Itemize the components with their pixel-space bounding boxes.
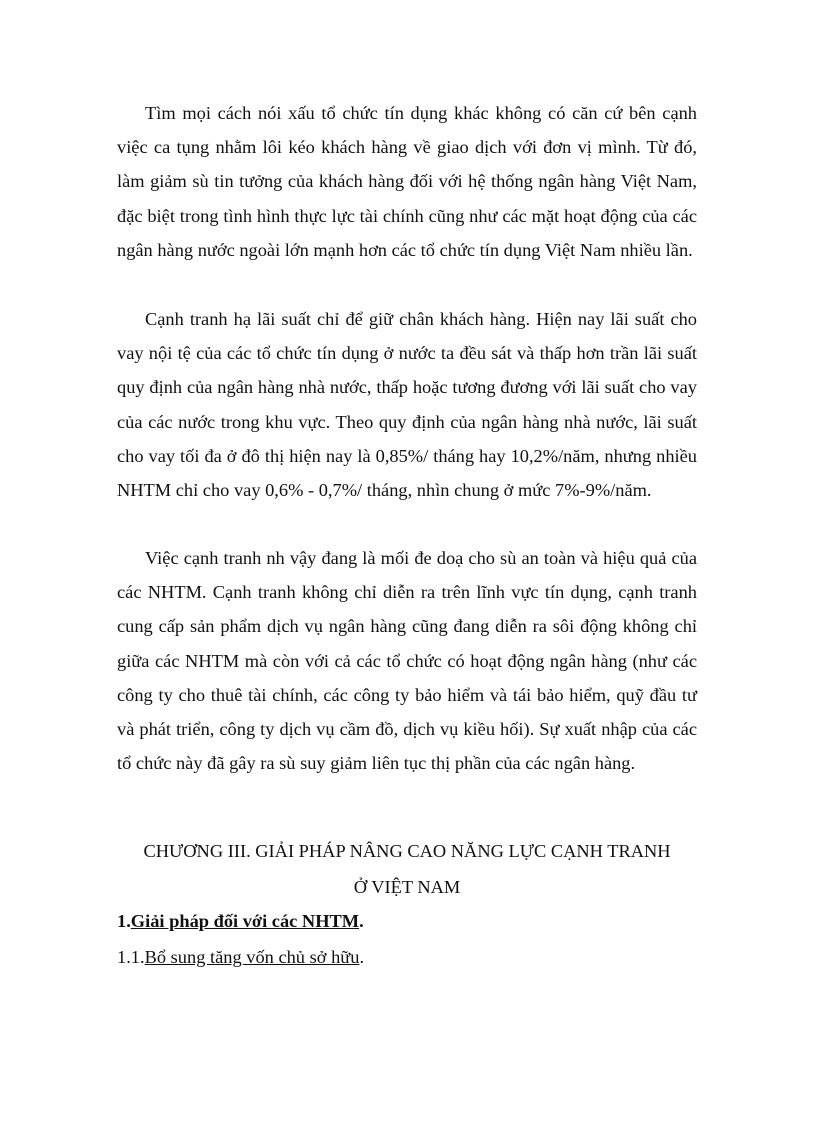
paragraph-slander-competition: Tìm mọi cách nói xấu tổ chức tín dụng khác không có căn cứ bên cạnh việc ca tụng nhằm lôi kéo khách hàng về giao dịch với đơn vị mình. Từ đó, làm giảm sù tin tưởng của khách hàng đối với hệ thống ngân hàng Việt Nam, đặc biệt trong tình hình thực lực tài chính cũng như các mặt hoạt động của các ngân hàng nước ngoài lớn mạnh hơn các tổ chức tín dụng Việt Nam nhiều lần.: [117, 103, 697, 260]
subsection-trailing-period: .: [359, 947, 365, 967]
section-heading-1: [117, 904, 697, 938]
section-number: 1.: [117, 911, 131, 931]
chapter-title-line-2: Ở VIỆT NAM: [353, 877, 461, 897]
paragraph-competition-threat: Việc cạnh tranh nh vậy đang là mối đe doạ cho sù an toàn và hiệu quả của các NHTM. Cạnh tranh không chỉ diễn ra trên lĩnh vực tín dụng, cạnh tranh cung cấp sản phẩm dịch vụ ngân hàng cũng đang diễn ra sôi động không chỉ giữa các NHTM mà còn với cả các tổ chức có hoạt động ngân hàng (như các công ty cho thuê tài chính, các công ty bảo hiểm và tái bảo hiểm, quỹ đầu tư và phát triển, công ty dịch vụ cầm đồ, dịch vụ kiều hối). Sự xuất nhập của các tổ chức này đã gây ra sù suy giảm liên tục thị phần của các ngân hàng.: [117, 548, 697, 774]
paragraph-interest-rate-competition: Cạnh tranh hạ lãi suất chỉ để giữ chân khách hàng. Hiện nay lãi suất cho vay nội tệ của các tổ chức tín dụng ở nước ta đều sát và thấp hơn trần lãi suất quy định của ngân hàng nhà nước, thấp hoặc tương đương với lãi suất cho vay của các nước trong khu vực. Theo quy định của ngân hàng nhà nước, lãi suất cho vay tối đa ở đô thị hiện nay là 0,85%/ tháng hay 10,2%/năm, nhưng nhiều NHTM chỉ cho vay 0,6% - 0,7%/ tháng, nhìn chung ở mức 7%-9%/năm.: [117, 309, 697, 501]
chapter-title-line-1: CHƯƠNG III. GIẢI PHÁP NÂNG CAO NĂNG LỰC CẠNH TRANH: [143, 841, 671, 861]
subsection-heading-1-1: [117, 940, 697, 974]
section-trailing-period: .: [359, 911, 364, 931]
subsection-title: Bổ sung tăng vốn chủ sở hữu: [144, 947, 360, 967]
section-title: Giải pháp đối với các NHTM: [130, 911, 360, 931]
subsection-number: 1.1.: [117, 947, 145, 967]
